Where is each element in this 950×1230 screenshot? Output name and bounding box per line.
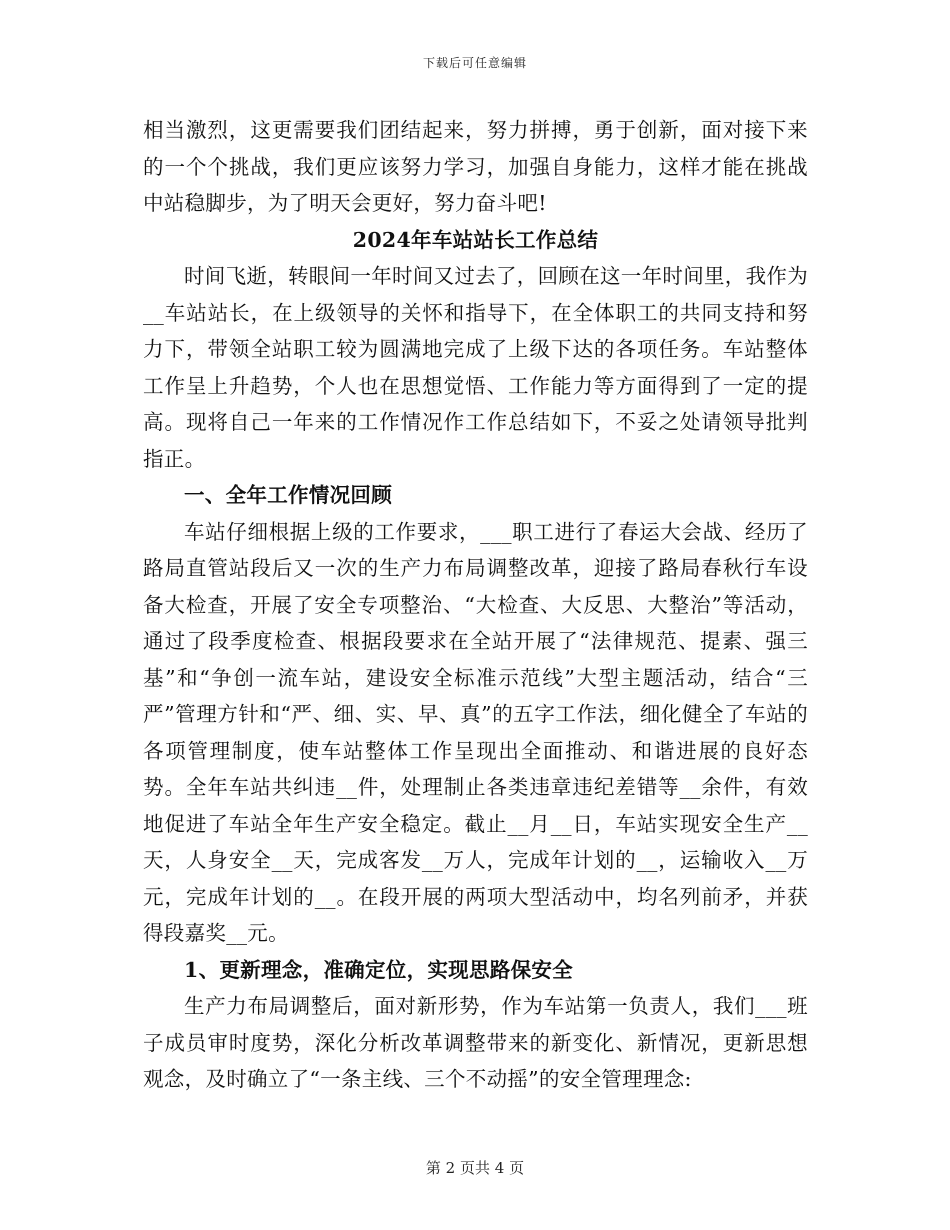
page-footer: 第 2 页共 4 页: [425, 1159, 525, 1177]
document-title: 2024年车站站长工作总结: [352, 227, 599, 252]
document-body: [143, 112, 808, 1098]
continuation-paragraph: 相当激烈，这更需要我们团结起来，努力拼搏，勇于创新，面对接下来的一个个挑战，我们更应该努力学习，加强自身能力，这样才能在挑战中站稳脚步，为了明天会更好，努力奋斗吧!: [143, 118, 808, 215]
subsection-paragraph: 生产力布局调整后，面对新形势，作为车站第一负责人，我们___班子成员审时度势，深化分析改革调整带来的新变化、新情况，更新思想观念，及时确立了“一条主线、三个不动摇”的安全管理理念:: [143, 994, 808, 1091]
section-heading: 一、全年工作情况回顾: [184, 483, 392, 507]
page-header: 下载后可任意编辑: [422, 56, 527, 70]
intro-paragraph: 时间飞逝，转眼间一年时间又过去了，回顾在这一年时间里，我作为__车站站长，在上级领导的关怀和指导下，在全体职工的共同支持和努力下，带领全站职工较为圆满地完成了上级下达的各项任务。车站整体工作呈上升趋势，个人也在思想觉悟、工作能力等方面得到了一定的提高。现将自己一年来的工作情况作工作总结如下，不妥之处请领导批判指正。: [143, 264, 808, 471]
section-paragraph: 车站仔细根据上级的工作要求，___职工进行了春运大会战、经历了路局直管站段后又一次的生产力布局调整改革，迎接了路局春秋行车设备大检查，开展了安全专项整治、“大检查、大反思、大整治”等活动，通过了段季度检查、根据段要求在全站开展了“法律规范、提素、强三基”和“争创一流车站，建设安全标准示范线”大型主题活动，结合“三严”管理方针和“严、细、实、早、真”的五字工作法，细化健全了车站的各项管理制度，使车站整体工作呈现出全面推动、和谐进展的良好态势。全年车站共纠违__件，处理制止各类违章违纪差错等__余件，有效地促进了车站全年生产安全稳定。截止__月__日，车站实现安全生产__天，人身安全__天，完成客发__万人，完成年计划的__，运输收入__万元，完成年计划的__。在段开展的两项大型活动中，均名列前矛，并获得段嘉奖__元。: [143, 519, 808, 945]
subsection-heading: 1、更新理念，准确定位，实现思路保安全: [184, 957, 573, 982]
